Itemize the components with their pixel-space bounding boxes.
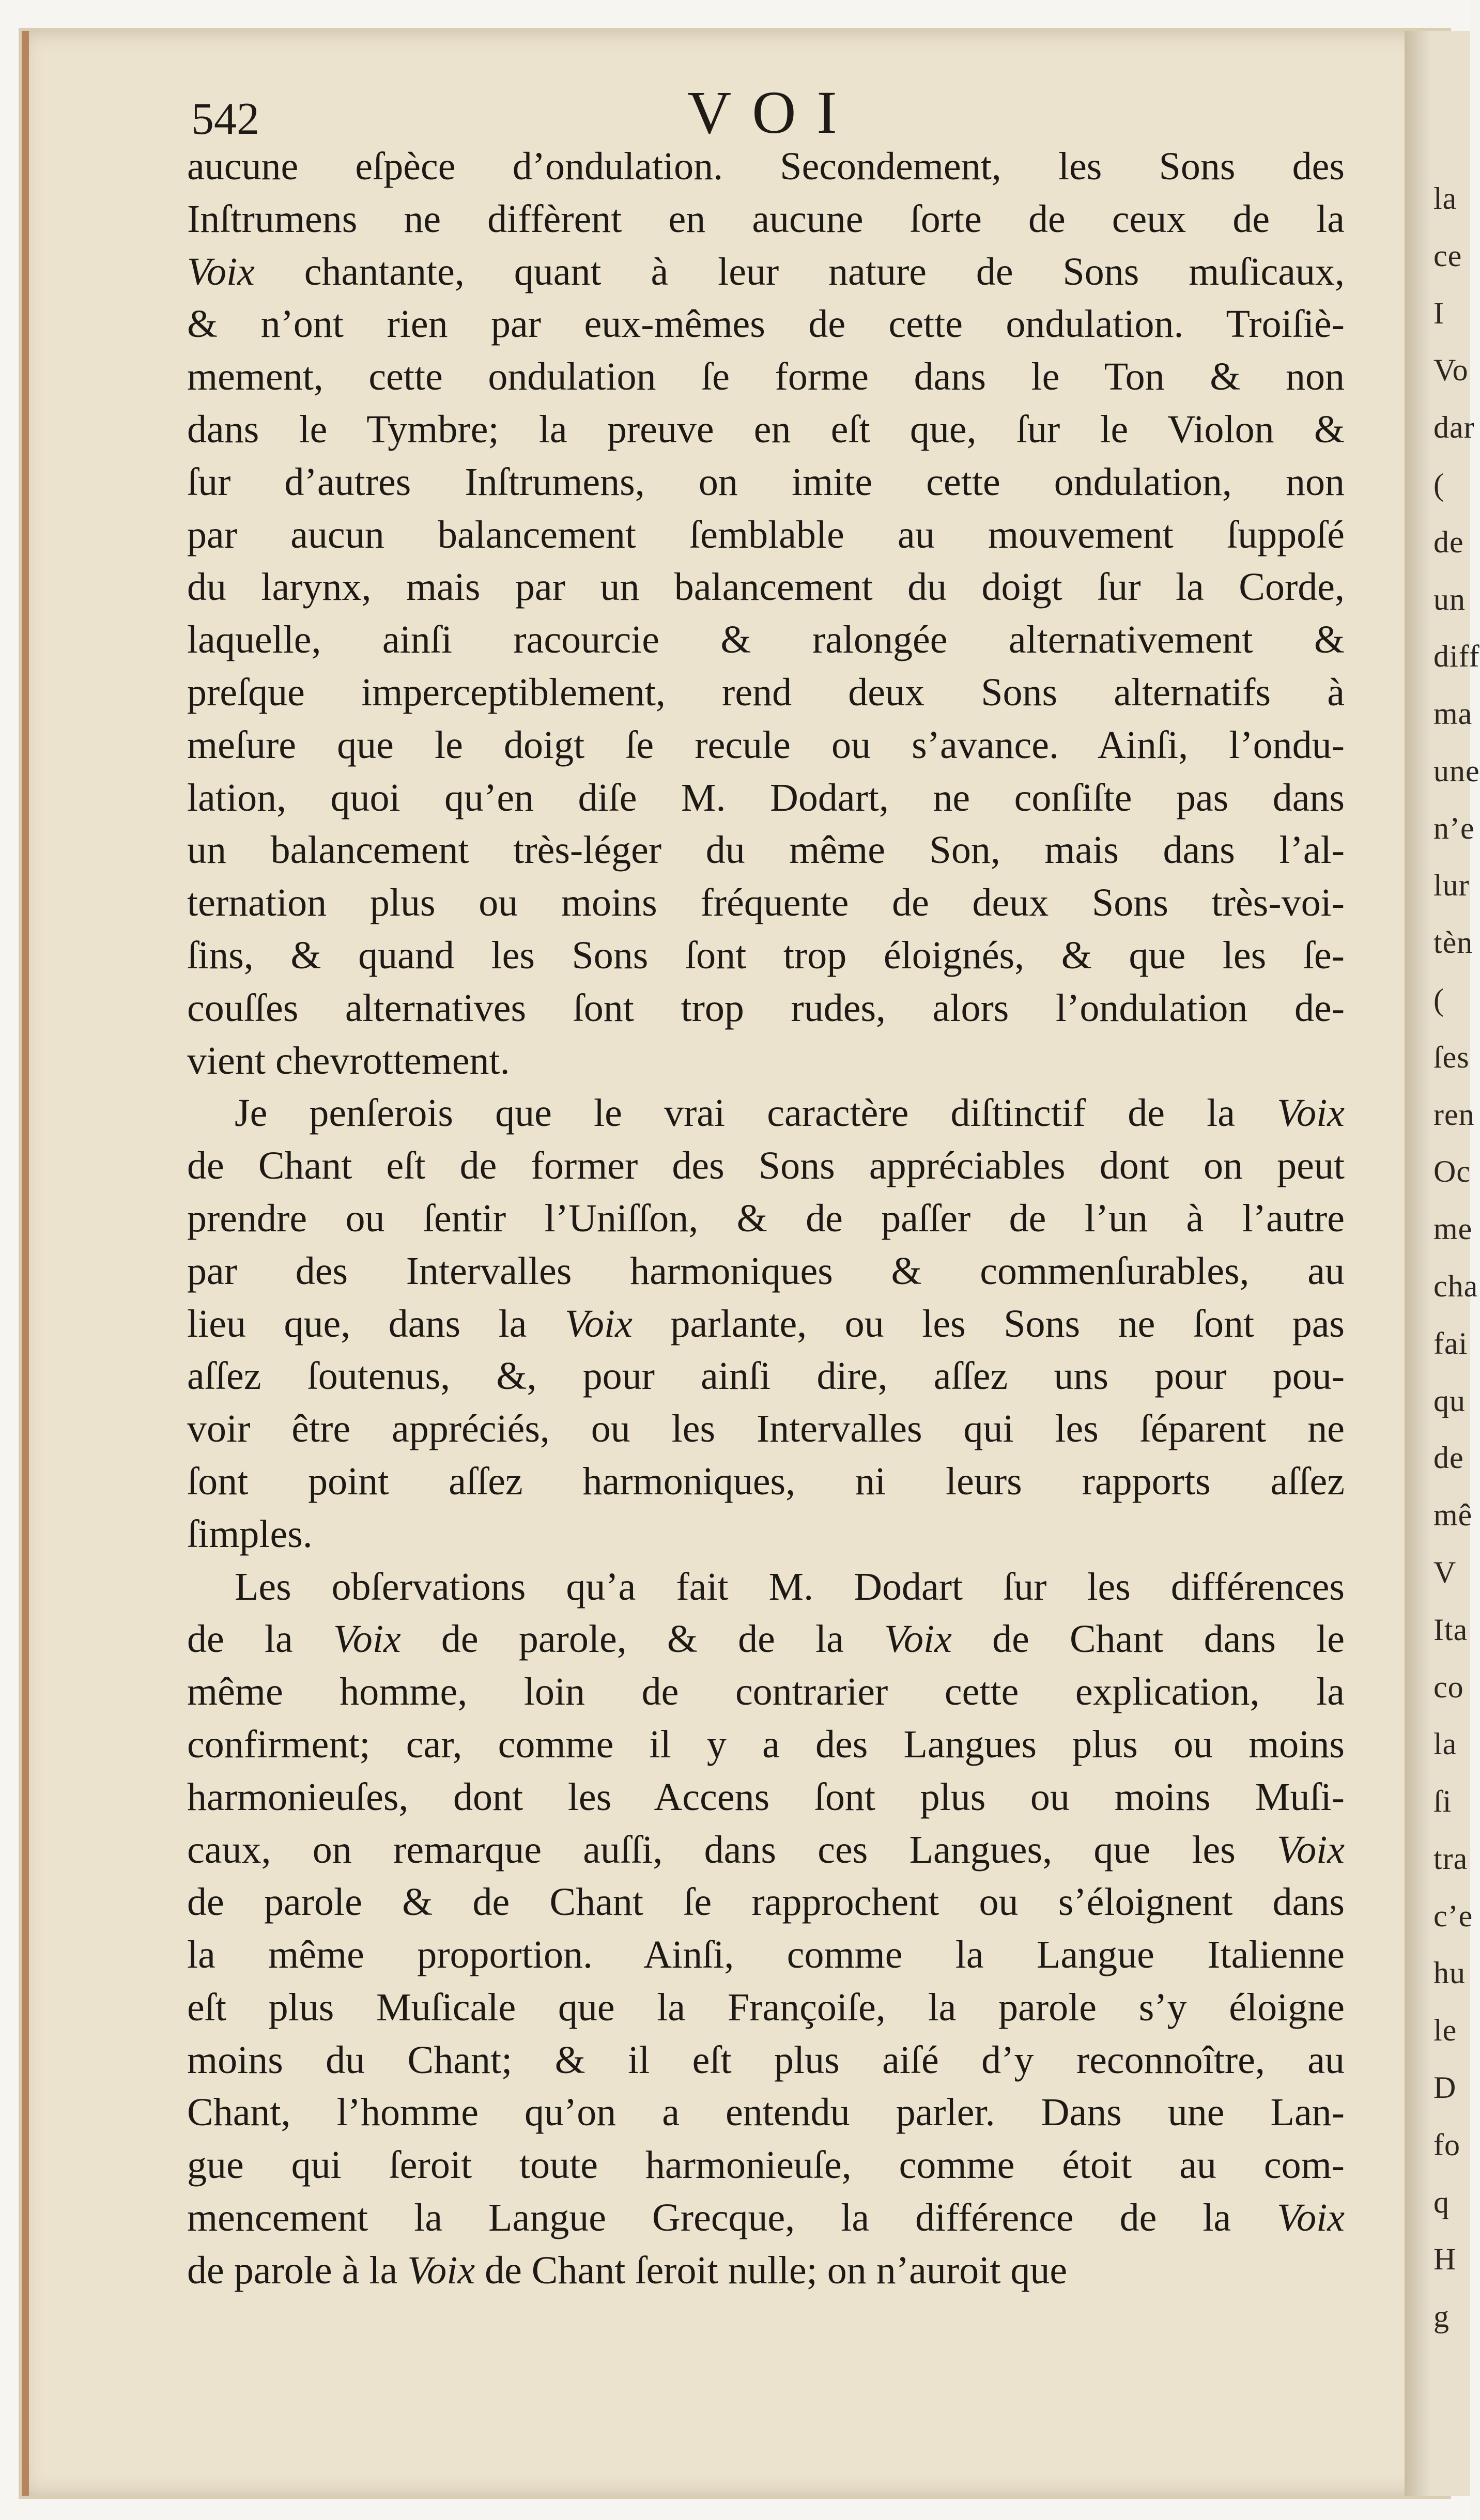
facing-page-text-fragment: de (1433, 1441, 1464, 1475)
text-line: mement, cette ondulation ſe forme dans le Ton & non (187, 355, 1345, 399)
text-line: Inſtrumens ne diffèrent en aucune ſorte de ceux de la (187, 197, 1345, 241)
facing-page-text-fragment: ma (1433, 697, 1473, 731)
facing-page-text-fragment: Vo (1433, 353, 1469, 388)
facing-page-fragment (1430, 31, 1480, 2496)
facing-page-text-fragment: q (1433, 2185, 1450, 2219)
text-line: la même proportion. Ainſi, comme la Langue Italienne (187, 1933, 1345, 1977)
text-line: aſſez ſoutenus, &, pour ainſi dire, aſſez uns pour pou- (187, 1354, 1345, 1398)
facing-page-text-fragment: fai (1433, 1326, 1468, 1361)
text-line: preſque imperceptiblement, rend deux Sons alternatifs à (187, 670, 1345, 714)
facing-page-text-fragment: n’e (1433, 811, 1475, 845)
text-line: lation, quoi qu’en diſe M. Dodart, ne conſiſte pas dans (187, 776, 1345, 820)
facing-page-text-fragment: de (1433, 524, 1464, 559)
text-line: un balancement très-léger du même Son, mais dans l’al- (187, 828, 1345, 872)
facing-page-text-fragment: ( (1433, 983, 1444, 1017)
facing-page-text-fragment: ( (1433, 467, 1444, 502)
running-head: VOI (687, 79, 858, 146)
facing-page-text-fragment: le (1433, 2013, 1457, 2048)
text-line: par aucun balancement ſemblable au mouvement ſuppoſé (187, 513, 1345, 556)
facing-page-text-fragment: tèn (1433, 925, 1473, 960)
text-line: ſont point aſſez harmoniques, ni leurs rapports aſſez (187, 1459, 1345, 1503)
facing-page-text-fragment: ce (1433, 238, 1462, 273)
facing-page-text-fragment: c’e (1433, 1898, 1473, 1933)
facing-page-text-fragment: me (1433, 1212, 1473, 1246)
text-line: lieu que, dans la Voix parlante, ou les Sons ne ſont pas (187, 1302, 1345, 1346)
text-line: par des Intervalles harmoniques & commenſurables, au (187, 1249, 1345, 1293)
facing-page-text-fragment: dar (1433, 410, 1475, 445)
facing-page-text-fragment: g (1433, 2299, 1450, 2334)
facing-page-text-fragment: Oc (1433, 1154, 1471, 1189)
facing-page-text-fragment: un (1433, 582, 1466, 616)
page-edge (22, 31, 29, 2496)
text-line: ternation plus ou moins fréquente de deux Sons très-voi- (187, 881, 1345, 925)
facing-page-text-fragment: une (1433, 753, 1480, 788)
text-line: voir être appréciés, ou les Intervalles qui les ſéparent ne (187, 1407, 1345, 1451)
page-header (171, 72, 1359, 145)
facing-page-text-fragment: ſes (1433, 1040, 1470, 1074)
text-line: eſt plus Muſicale que la Françoiſe, la parole s’y éloigne (187, 1985, 1345, 2029)
facing-page-text-fragment: I (1433, 296, 1444, 330)
text-line: mencement la Langue Grecque, la différence de la Voix (187, 2196, 1345, 2240)
text-line: moins du Chant; & il eſt plus aiſé d’y reconnoître, au (187, 2038, 1345, 2082)
text-line: de la Voix de parole, & de la Voix de Chant dans le (187, 1617, 1345, 1661)
text-line: de parole à la Voix de Chant ſeroit nulle; on n’auroit que (187, 2248, 1068, 2292)
text-line: dans le Tymbre; la preuve en eſt que, ſur le Violon & (187, 407, 1345, 451)
facing-page-text-fragment: tra (1433, 1841, 1468, 1876)
text-line: vient chevrottement. (187, 1039, 510, 1083)
text-line: & n’ont rien par eux-mêmes de cette ondulation. Troiſiè- (187, 302, 1345, 346)
text-line: confirment; car, comme il y a des Langues plus ou moins (187, 1722, 1345, 1766)
facing-page-text-fragment: co (1433, 1669, 1464, 1704)
text-line: prendre ou ſentir l’Uniſſon, & de paſſer de l’un à l’autre (187, 1196, 1345, 1240)
text-line: Chant, l’homme qu’on a entendu parler. Dans une Lan- (187, 2091, 1345, 2135)
facing-page-text-fragment: ſi (1433, 1784, 1452, 1819)
facing-page-text-fragment: mê (1433, 1498, 1473, 1533)
text-line: même homme, loin de contrarier cette explication, la (187, 1670, 1345, 1714)
text-line: Voix chantante, quant à leur nature de Sons muſicaux, (187, 250, 1345, 293)
text-line: couſſes alternatives ſont trop rudes, alors l’ondulation de- (187, 986, 1345, 1030)
facing-page-text-fragment: cha (1433, 1269, 1478, 1303)
facing-page-text-fragment: diff (1433, 639, 1480, 674)
text-line: ſins, & quand les Sons ſont trop éloignés, & que les ſe- (187, 933, 1345, 977)
text-line: gue qui ſeroit toute harmonieuſe, comme étoit au com- (187, 2143, 1345, 2187)
facing-page-text-fragment: la (1433, 181, 1457, 215)
text-line: du larynx, mais par un balancement du doigt ſur la Corde, (187, 565, 1345, 609)
facing-page-text-fragment: ren (1433, 1097, 1475, 1132)
facing-page-text-fragment: D (1433, 2070, 1457, 2105)
facing-page-text-fragment: hu (1433, 1956, 1466, 1990)
text-line: Je penſerois que le vrai caractère diſtinctif de la Voix (235, 1091, 1345, 1135)
text-line: Les obſervations qu’a fait M. Dodart ſur les différences (235, 1565, 1345, 1609)
text-line: aucune eſpèce d’ondulation. Secondement, les Sons des (187, 145, 1345, 188)
text-line: meſure que le doigt ſe recule ou s’avance. Ainſi, l’ondu- (187, 723, 1345, 767)
facing-page-text-fragment: lur (1433, 868, 1470, 903)
body-text (187, 141, 1345, 2297)
facing-page-text-fragment: H (1433, 2242, 1457, 2277)
facing-page-text-fragment: qu (1433, 1383, 1466, 1418)
text-line: de parole & de Chant ſe rapprochent ou s’éloignent dans (187, 1880, 1345, 1924)
text-line: laquelle, ainſi racourcie & ralongée alternativement & (187, 618, 1345, 662)
page-number: 542 (191, 94, 259, 144)
text-line: ſur d’autres Inſtrumens, on imite cette ondulation, non (187, 460, 1345, 504)
text-line: ſimples. (187, 1512, 313, 1556)
facing-page-text-fragment: fo (1433, 2127, 1460, 2162)
facing-page-text-fragment: V (1433, 1555, 1457, 1589)
text-line: de Chant eſt de former des Sons appréciables dont on peut (187, 1144, 1345, 1188)
facing-page-text-fragment: Ita (1433, 1612, 1468, 1647)
text-line: caux, on remarque auſſi, dans ces Langues, que les Voix (187, 1828, 1345, 1872)
facing-page-text-fragment: la (1433, 1727, 1457, 1761)
text-line: harmonieuſes, dont les Accens ſont plus ou moins Muſi- (187, 1775, 1345, 1819)
